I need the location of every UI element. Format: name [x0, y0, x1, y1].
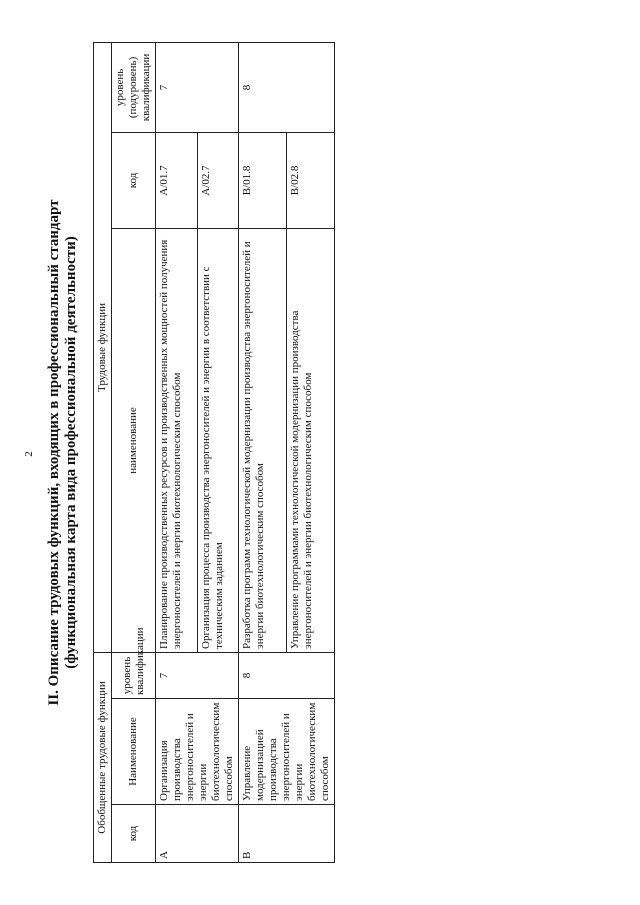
gen-function-code: В [239, 805, 335, 863]
header-code: код [112, 805, 156, 863]
header-name-generalized: Наименование [112, 699, 156, 805]
page-number: 2 [23, 451, 35, 457]
gen-function-name: Управление модернизацией производства энергоносителей и энергии биотехнологическим способом [239, 699, 335, 805]
table-row [156, 42, 198, 862]
labor-function-name: Планирование производственных ресурсов и производственных мощностей получения энергоносителей и энергии биотехнологическим способом [156, 228, 198, 652]
header-generalized-functions: Обобщенные трудовые функции [94, 652, 112, 862]
header-row-groups [94, 42, 112, 862]
header-labor-functions: Трудовые функции [94, 42, 112, 652]
labor-function-code: А/02.7 [197, 132, 239, 228]
header-name-labor: наименование [112, 228, 156, 652]
gen-function-level: 7 [156, 652, 239, 698]
gen-function-name: Организация производства энергоносителей и энергии биотехнологическим способом [156, 699, 239, 805]
labor-function-level: 7 [156, 42, 239, 132]
header-level-labor: уровень (подуровень) квалификации [112, 42, 156, 132]
functional-map-table [93, 42, 335, 863]
labor-function-code: А/01.7 [156, 132, 198, 228]
labor-function-code: В/02.8 [287, 132, 335, 228]
labor-function-code: В/01.8 [239, 132, 287, 228]
header-code-labor: код [112, 132, 156, 228]
labor-function-name: Организация процесса производства энергоносителей и энергии в соответствии с техническим заданием [197, 228, 239, 652]
gen-function-code: А [156, 805, 239, 863]
header-row-columns [112, 42, 156, 862]
table-row [239, 42, 287, 862]
labor-function-name: Управление программами технологической модернизации производства энергоносителей и энергии биотехнологическим способом [287, 228, 335, 652]
header-level-generalized: уровень квалификации [112, 652, 156, 698]
labor-function-name: Разработка программ технологической модернизации производства энергоносителей и энергии биотехнологическим способом [239, 228, 287, 652]
section-subtitle: (функциональная карта вида профессиональной деятельности) [63, 236, 79, 669]
labor-function-level: 8 [239, 42, 335, 132]
gen-function-level: 8 [239, 652, 335, 698]
section-title: II. Описание трудовых функций, входящих в профессиональный стандарт [46, 199, 62, 706]
